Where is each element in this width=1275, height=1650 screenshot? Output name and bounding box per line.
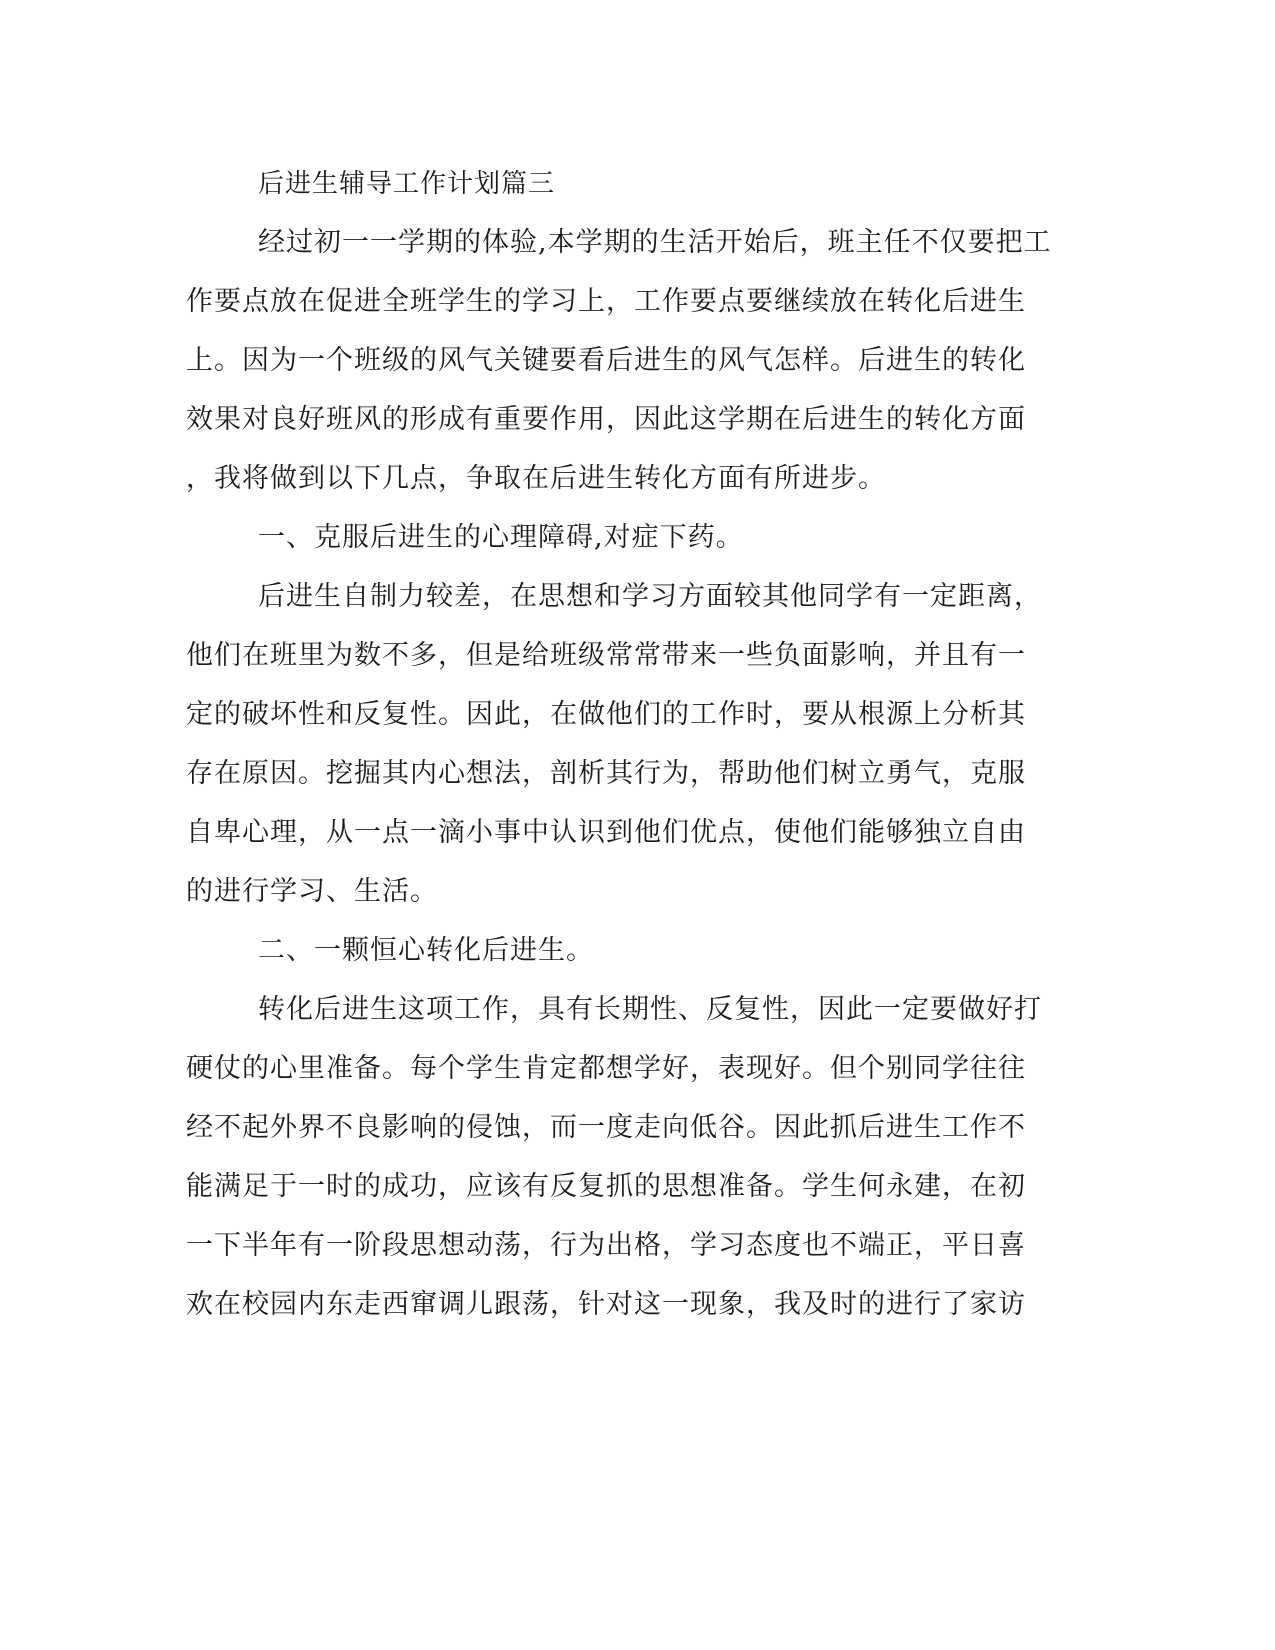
text-line: 上。因为一个班级的风气关键要看后进生的风气怎样。后进生的转化	[186, 345, 1026, 376]
text-line: 能满足于一时的成功，应该有反复抓的思想准备。学生何永建，在初	[186, 1171, 1026, 1202]
text-line: 一下半年有一阶段思想动荡，行为出格，学习态度也不端正，平日喜	[186, 1230, 1026, 1261]
text-line: 定的破坏性和反复性。因此，在做他们的工作时，要从根源上分析其	[186, 699, 1026, 730]
text-line: ，我将做到以下几点，争取在后进生转化方面有所进步。	[186, 463, 886, 494]
text-line: 的进行学习、生活。	[186, 876, 438, 907]
document-title: 后进生辅导工作计划篇三	[258, 169, 556, 199]
text-line: 经过初一一学期的体验,本学期的生活开始后，班主任不仅要把工	[258, 227, 1052, 258]
text-line: 效果对良好班风的形成有重要作用，因此这学期在后进生的转化方面	[186, 404, 1026, 435]
text-line: 存在原因。挖掘其内心想法，剖析其行为，帮助他们树立勇气，克服	[186, 758, 1026, 789]
text-line: 他们在班里为数不多，但是给班级常常带来一些负面影响，并且有一	[186, 640, 1026, 671]
text-line: 后进生自制力较差，在思想和学习方面较其他同学有一定距离，	[258, 581, 1042, 612]
section-heading: 一、克服后进生的心理障碍,对症下药。	[258, 522, 744, 553]
text-line: 作要点放在促进全班学生的学习上，工作要点要继续放在转化后进生	[186, 286, 1026, 317]
text-line: 欢在校园内东走西窜调儿跟荡，针对这一现象，我及时的进行了家访	[186, 1289, 1026, 1320]
text-line: 经不起外界不良影响的侵蚀，而一度走向低谷。因此抓后进生工作不	[186, 1112, 1026, 1143]
section-heading: 二、一颗恒心转化后进生。	[258, 935, 594, 966]
text-line: 转化后进生这项工作，具有长期性、反复性，因此一定要做好打	[258, 994, 1042, 1025]
text-line: 自卑心理，从一点一滴小事中认识到他们优点，使他们能够独立自由	[186, 817, 1026, 848]
text-line: 硬仗的心里准备。每个学生肯定都想学好，表现好。但个别同学往往	[186, 1053, 1026, 1084]
